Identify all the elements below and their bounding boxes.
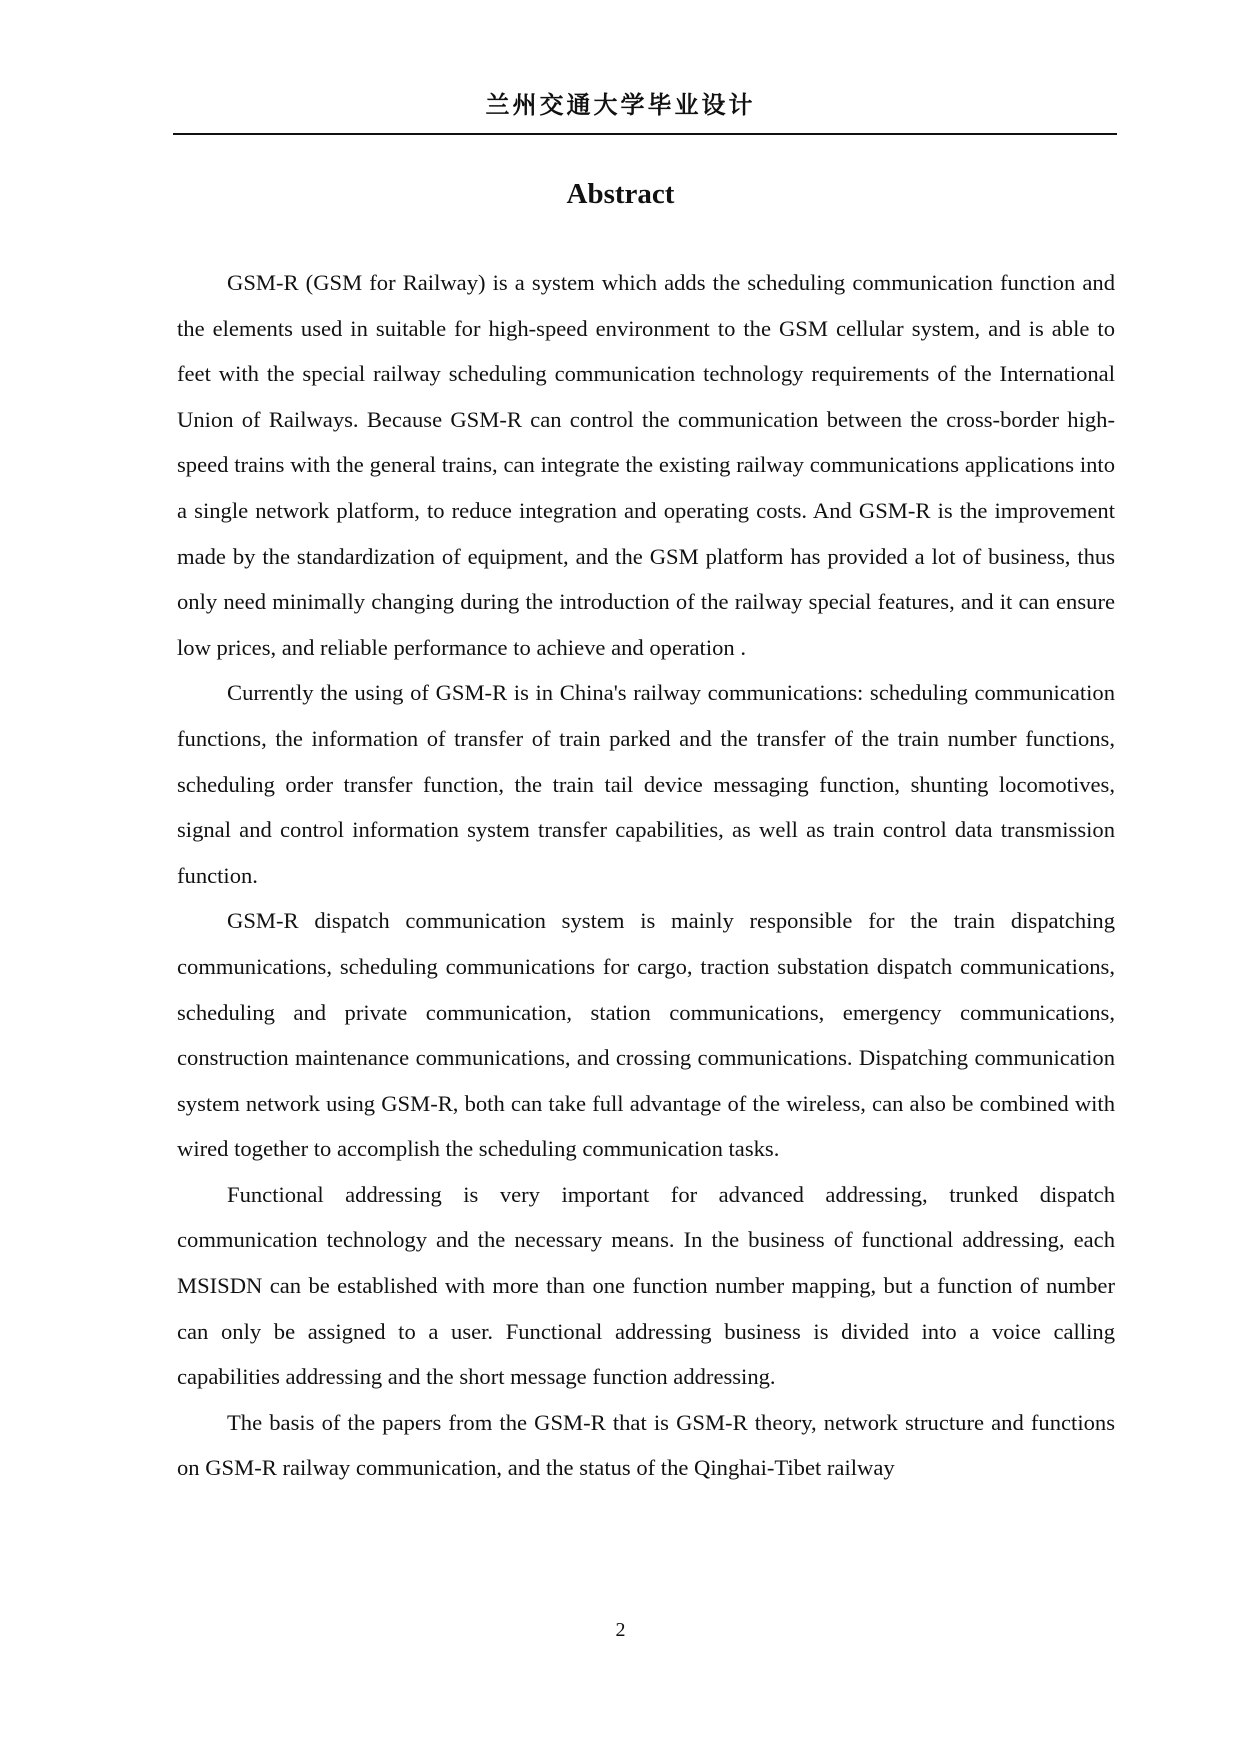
paragraph: GSM-R dispatch communication system is mainly responsible for the train dispatching communications, scheduling communications for cargo, traction substation dispatch communications, scheduling and private communication, station communications, emergency communications, construction maintenance communications, and crossing communications. Dispatching communication system network using GSM-R, both can take full advantage of the wireless, can also be combined with wired together to accomplish the scheduling communication tasks. bbox=[177, 908, 1115, 1162]
abstract-heading: Abstract bbox=[566, 178, 675, 210]
page-header-title: 兰州交通大学毕业设计 bbox=[485, 91, 756, 119]
abstract-body bbox=[177, 260, 1115, 1491]
paragraph: Currently the using of GSM-R is in China's railway communications: scheduling communication functions, the information of transfer of train parked and the transfer of the train number functions, scheduling order transfer function, the train tail device messaging function, shunting locomotives, signal and control information system transfer capabilities, as well as train control data transmission function. bbox=[177, 680, 1115, 888]
header-rule bbox=[173, 133, 1117, 135]
paragraph: GSM-R (GSM for Railway) is a system which adds the scheduling communication function and the elements used in suitable for high-speed environment to the GSM cellular system, and is able to feet with the special railway scheduling communication technology requirements of the International Union of Railways. Because GSM-R can control the communication between the cross-border high-speed trains with the general trains, can integrate the existing railway communications applications into a single network platform, to reduce integration and operating costs. And GSM-R is the improvement made by the standardization of equipment, and the GSM platform has provided a lot of business, thus only need minimally changing during the introduction of the railway special features, and it can ensure low prices, and reliable performance to achieve and operation . bbox=[177, 270, 1115, 660]
page-number: 2 bbox=[615, 1619, 626, 1641]
paragraph: Functional addressing is very important for advanced addressing, trunked dispatch communication technology and the necessary means. In the business of functional addressing, each MSISDN can be established with more than one function number mapping, but a function of number can only be assigned to a user. Functional addressing business is divided into a voice calling capabilities addressing and the short message function addressing. bbox=[177, 1181, 1115, 1390]
paragraph: The basis of the papers from the GSM-R that is GSM-R theory, network structure and functions on GSM-R railway communication, and the status of the Qinghai-Tibet railway bbox=[177, 1409, 1115, 1481]
